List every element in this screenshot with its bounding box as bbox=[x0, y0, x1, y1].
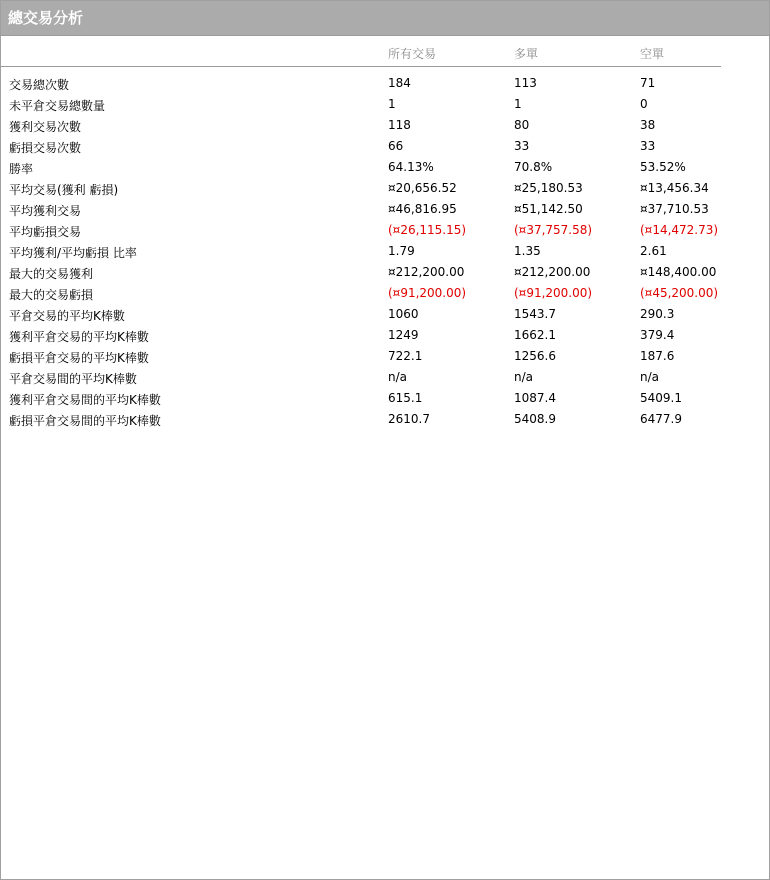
cell-long-trades: ¤51,142.50 bbox=[514, 202, 583, 216]
panel-title: 總交易分析 bbox=[1, 1, 769, 36]
cell-all-trades: 1060 bbox=[388, 307, 419, 321]
row-label: 平倉交易的平均K棒數 bbox=[9, 309, 125, 323]
cell-all-trades: 722.1 bbox=[388, 349, 423, 363]
row-label: 平均獲利/平均虧損 比率 bbox=[9, 246, 137, 260]
table-row bbox=[1, 304, 769, 325]
table-row bbox=[1, 115, 769, 136]
cell-all-trades: 184 bbox=[388, 76, 411, 90]
cell-long-trades: 5408.9 bbox=[514, 412, 556, 426]
cell-all-trades: 118 bbox=[388, 118, 411, 132]
cell-all-trades: ¤20,656.52 bbox=[388, 181, 457, 195]
cell-long-trades: (¤37,757.58) bbox=[514, 223, 593, 237]
row-label: 虧損平倉交易的平均K棒數 bbox=[9, 351, 149, 365]
cell-long-trades: 1087.4 bbox=[514, 391, 556, 405]
cell-long-trades: 1662.1 bbox=[514, 328, 556, 342]
table-row bbox=[1, 367, 769, 388]
cell-all-trades: 1 bbox=[388, 97, 396, 111]
cell-all-trades: n/a bbox=[388, 370, 408, 384]
cell-short-trades: 2.61 bbox=[640, 244, 667, 258]
stats-table bbox=[1, 36, 769, 430]
row-label: 獲利平倉交易的平均K棒數 bbox=[9, 330, 149, 344]
cell-all-trades: (¤26,115.15) bbox=[388, 223, 467, 237]
row-label: 獲利交易次數 bbox=[9, 120, 82, 134]
cell-short-trades: 379.4 bbox=[640, 328, 675, 342]
cell-long-trades: 80 bbox=[514, 118, 530, 132]
column-header-long-trades: 多單 bbox=[514, 47, 539, 61]
cell-short-trades: n/a bbox=[640, 370, 660, 384]
cell-all-trades: 64.13% bbox=[388, 160, 434, 174]
table-row bbox=[1, 262, 769, 283]
table-row bbox=[1, 136, 769, 157]
table-body bbox=[1, 73, 769, 430]
table-row bbox=[1, 241, 769, 262]
row-label: 勝率 bbox=[9, 162, 34, 176]
cell-all-trades: 2610.7 bbox=[388, 412, 430, 426]
cell-long-trades: 1543.7 bbox=[514, 307, 556, 321]
cell-long-trades: ¤25,180.53 bbox=[514, 181, 583, 195]
table-row bbox=[1, 283, 769, 304]
cell-long-trades: 1 bbox=[514, 97, 522, 111]
cell-all-trades: 66 bbox=[388, 139, 404, 153]
cell-short-trades: 187.6 bbox=[640, 349, 675, 363]
cell-all-trades: 1.79 bbox=[388, 244, 415, 258]
cell-short-trades: 290.3 bbox=[640, 307, 675, 321]
cell-all-trades: 615.1 bbox=[388, 391, 423, 405]
cell-short-trades: (¤45,200.00) bbox=[640, 286, 719, 300]
cell-long-trades: 33 bbox=[514, 139, 530, 153]
row-label: 平均獲利交易 bbox=[9, 204, 82, 218]
row-label: 平均交易(獲利 虧損) bbox=[9, 183, 119, 197]
cell-long-trades: (¤91,200.00) bbox=[514, 286, 593, 300]
cell-all-trades: 1249 bbox=[388, 328, 419, 342]
cell-long-trades: 70.8% bbox=[514, 160, 553, 174]
table-row bbox=[1, 388, 769, 409]
cell-long-trades: n/a bbox=[514, 370, 534, 384]
column-header-all-trades: 所有交易 bbox=[388, 47, 437, 61]
row-label: 虧損平倉交易間的平均K棒數 bbox=[9, 414, 161, 428]
cell-short-trades: 71 bbox=[640, 76, 656, 90]
cell-all-trades: ¤46,816.95 bbox=[388, 202, 457, 216]
row-label: 平均虧損交易 bbox=[9, 225, 82, 239]
table-row bbox=[1, 220, 769, 241]
column-header-short-trades: 空單 bbox=[640, 47, 665, 61]
table-row bbox=[1, 94, 769, 115]
cell-all-trades: (¤91,200.00) bbox=[388, 286, 467, 300]
table-row bbox=[1, 73, 769, 94]
cell-all-trades: ¤212,200.00 bbox=[388, 265, 465, 279]
cell-long-trades: ¤212,200.00 bbox=[514, 265, 591, 279]
cell-short-trades: 38 bbox=[640, 118, 656, 132]
row-label: 獲利平倉交易間的平均K棒數 bbox=[9, 393, 161, 407]
cell-short-trades: ¤37,710.53 bbox=[640, 202, 709, 216]
cell-short-trades: 53.52% bbox=[640, 160, 686, 174]
cell-short-trades: ¤148,400.00 bbox=[640, 265, 717, 279]
row-label: 平倉交易間的平均K棒數 bbox=[9, 372, 137, 386]
table-header bbox=[1, 36, 721, 67]
table-row bbox=[1, 157, 769, 178]
cell-short-trades: 0 bbox=[640, 97, 648, 111]
cell-short-trades: 6477.9 bbox=[640, 412, 682, 426]
table-row bbox=[1, 346, 769, 367]
table-row bbox=[1, 409, 769, 430]
row-label: 最大的交易虧損 bbox=[9, 288, 94, 302]
cell-short-trades: 5409.1 bbox=[640, 391, 682, 405]
table-row bbox=[1, 178, 769, 199]
row-label: 未平倉交易總數量 bbox=[9, 99, 106, 113]
cell-long-trades: 1256.6 bbox=[514, 349, 556, 363]
row-label: 最大的交易獲利 bbox=[9, 267, 94, 281]
row-label: 交易總次數 bbox=[9, 78, 70, 92]
cell-long-trades: 1.35 bbox=[514, 244, 541, 258]
table-row bbox=[1, 325, 769, 346]
cell-short-trades: (¤14,472.73) bbox=[640, 223, 719, 237]
row-label: 虧損交易次數 bbox=[9, 141, 82, 155]
table-row bbox=[1, 199, 769, 220]
cell-short-trades: ¤13,456.34 bbox=[640, 181, 709, 195]
cell-short-trades: 33 bbox=[640, 139, 656, 153]
cell-long-trades: 113 bbox=[514, 76, 537, 90]
